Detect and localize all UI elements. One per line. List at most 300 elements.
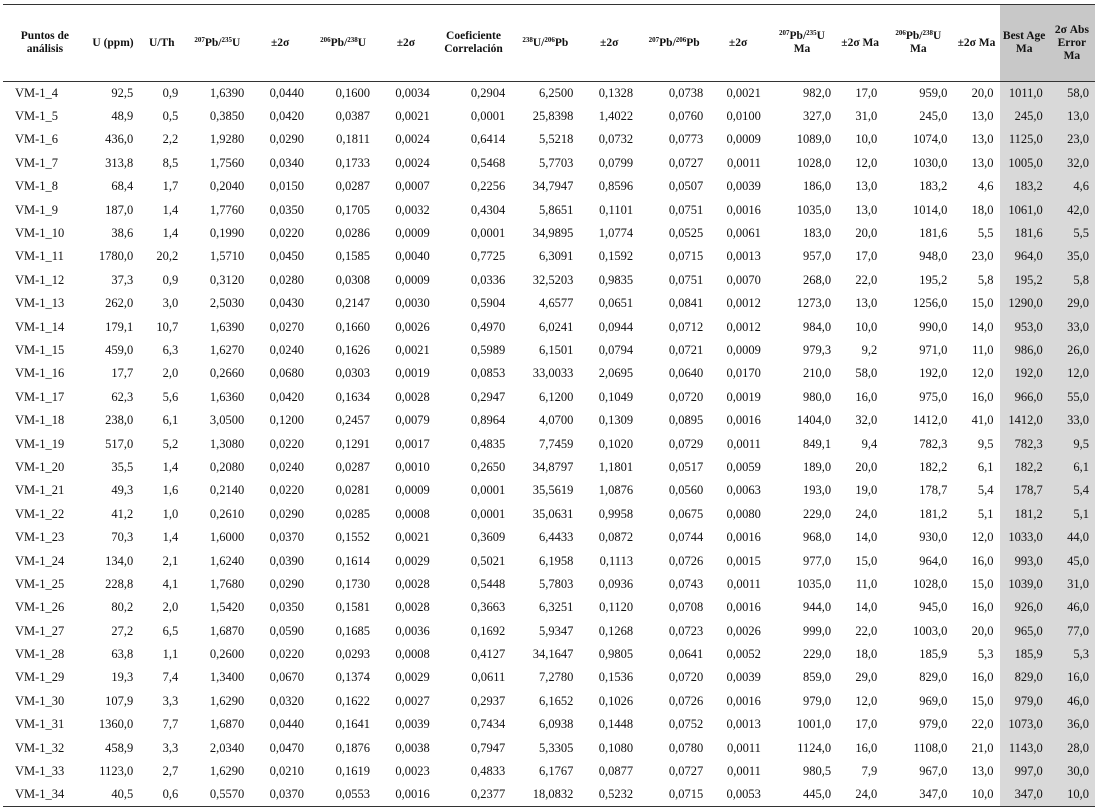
cell-punto: VM-1_16 (15, 366, 65, 381)
cell-coef-correlacion: 0,6414 (470, 132, 506, 147)
cell-err-1: 0,0320 (269, 693, 305, 708)
cell-err-3: 0,1049 (598, 389, 634, 404)
cell-coef-correlacion: 0,4127 (470, 647, 506, 662)
cell-age-206-238: 1030,0 (913, 155, 948, 170)
cell-age-207-235: 1028,0 (796, 155, 832, 170)
cell-pb206-u238: 0,0387 (335, 109, 371, 124)
header-uth-label: U/Th (148, 36, 175, 49)
cell-u238-pb206: 6,3091 (538, 249, 574, 264)
cell-err-age-207: 17,0 (855, 249, 878, 264)
cell-u238-pb206: 25,8398 (532, 109, 574, 124)
table-row (3, 152, 1095, 175)
header-coef-label: Coeficiente Correlación (444, 30, 503, 55)
cell-pb207-pb206: 0,0841 (668, 296, 704, 311)
cell-err-2: 0,0040 (395, 249, 430, 264)
cell-err-1: 0,0220 (269, 226, 305, 241)
cell-err-3: 0,9958 (598, 506, 634, 521)
cell-err-1: 0,0350 (269, 202, 305, 217)
cell-pb207-pb206: 0,0760 (668, 109, 704, 124)
cell-err-age-207: 16,0 (855, 740, 878, 755)
cell-err-3: 1,0876 (598, 483, 634, 498)
cell-punto: VM-1_4 (15, 85, 59, 100)
cell-pb207-pb206: 0,0720 (668, 670, 704, 685)
header-pb207-u235-end: U (231, 36, 241, 49)
cell-u238-pb206: 6,3251 (538, 600, 574, 615)
cell-age-207-235: 1035,0 (796, 576, 832, 591)
cell-err-3: 1,4022 (598, 109, 634, 124)
cell-u-ppm: 436,0 (105, 132, 134, 147)
cell-err-age-206: 5,3 (977, 647, 994, 662)
cell-err-1: 0,0370 (269, 530, 305, 545)
cell-age-206-238: 1256,0 (913, 296, 948, 311)
cell-age-206-238: 829,0 (919, 670, 948, 685)
cell-err-2: 0,0028 (395, 389, 430, 404)
cell-best-age: 997,0 (1000, 760, 1049, 783)
cell-punto: VM-1_17 (15, 389, 65, 404)
cell-err-age-207: 19,0 (855, 483, 878, 498)
cell-u238-pb206: 7,2780 (538, 670, 574, 685)
cell-err-age-206: 16,0 (971, 389, 994, 404)
cell-err-age-207: 20,0 (855, 226, 878, 241)
cell-age-207-235: 968,0 (802, 530, 832, 545)
cell-err-3: 0,0872 (598, 530, 634, 545)
cell-pb207-u235: 1,3400 (209, 670, 245, 685)
cell-coef-correlacion: 0,4835 (470, 436, 506, 451)
cell-err-4: 0,0016 (726, 530, 761, 545)
cell-err-age-206: 22,0 (971, 717, 994, 732)
table-body (3, 82, 1095, 807)
cell-pb207-u235: 2,0340 (209, 740, 245, 755)
cell-u238-pb206: 18,0832 (511, 783, 579, 806)
cell-best-age: 1061,0 (1000, 198, 1049, 221)
cell-coef-correlacion: 0,4304 (470, 202, 506, 217)
cell-err-2: 0,0021 (395, 530, 430, 545)
header-pb206-u238-sup2: 238 (347, 35, 358, 44)
cell-u-ppm: 27,2 (111, 623, 134, 638)
cell-coef-correlacion: 0,0001 (470, 109, 506, 124)
table-row (3, 315, 1095, 338)
cell-err-4: 0,0080 (726, 506, 761, 521)
cell-age-206-238: 990,0 (919, 319, 948, 334)
cell-age-206-238: 182,2 (919, 459, 948, 474)
cell-pb207-u235: 0,3850 (209, 109, 245, 124)
table-row (3, 128, 1095, 151)
cell-abs-error: 46,0 (1049, 596, 1095, 619)
cell-abs-error: 26,0 (1049, 339, 1095, 362)
cell-err-2: 0,0027 (395, 693, 430, 708)
cell-u-th: 1,4 (162, 459, 179, 474)
cell-u-th: 2,2 (162, 132, 179, 147)
cell-coef-correlacion: 0,0001 (470, 226, 506, 241)
cell-err-4: 0,0011 (726, 764, 761, 779)
cell-punto: VM-1_12 (15, 272, 65, 287)
cell-err-2: 0,0024 (395, 132, 430, 147)
cell-u-ppm: 1780,0 (98, 249, 134, 264)
cell-err-1: 0,0430 (269, 296, 305, 311)
header-age207 (767, 5, 837, 82)
cell-best-age: 1290,0 (1000, 292, 1049, 315)
cell-abs-error: 46,0 (1049, 690, 1095, 713)
cell-abs-error: 28,0 (1049, 736, 1095, 759)
cell-err-2: 0,0009 (395, 272, 430, 287)
cell-pb206-u238: 0,0286 (335, 226, 371, 241)
cell-pb206-u238: 0,1685 (335, 623, 371, 638)
cell-pb207-u235: 1,7560 (209, 155, 245, 170)
cell-err-2: 0,0010 (395, 459, 430, 474)
cell-coef-correlacion: 0,2650 (470, 459, 506, 474)
cell-coef-correlacion: 0,0001 (470, 483, 506, 498)
cell-age-207-235: 980,0 (802, 389, 832, 404)
cell-err-age-206: 21,0 (971, 740, 994, 755)
header-u-label: U (ppm) (92, 36, 134, 49)
cell-best-age: 829,0 (1000, 666, 1049, 689)
cell-err-age-207: 15,0 (855, 553, 878, 568)
cell-err-age-207: 12,0 (855, 693, 878, 708)
cell-coef-correlacion: 0,8964 (470, 413, 506, 428)
cell-pb206-u238: 0,1374 (335, 670, 371, 685)
cell-coef-correlacion: 0,1692 (470, 623, 506, 638)
cell-u-th: 8,5 (162, 155, 179, 170)
cell-coef-correlacion: 0,7434 (470, 717, 506, 732)
cell-age-207-235: 327,0 (802, 109, 832, 124)
cell-age-206-238: 1074,0 (913, 132, 948, 147)
cell-u-ppm: 68,4 (111, 179, 134, 194)
cell-err-3: 0,0877 (598, 764, 634, 779)
cell-best-age: 347,0 (1000, 783, 1049, 806)
table-row (3, 690, 1095, 713)
header-age207-sup2: 235 (806, 29, 817, 37)
cell-err-age-207: 10,0 (855, 132, 878, 147)
cell-pb206-u238: 0,0293 (335, 647, 371, 662)
cell-err-1: 0,0670 (269, 670, 305, 685)
cell-age-207-235: 193,0 (802, 483, 832, 498)
cell-abs-error: 5,5 (1049, 222, 1095, 245)
cell-err-age-206: 16,0 (971, 600, 994, 615)
header-age206 (883, 5, 953, 82)
cell-age-207-235: 1001,0 (796, 717, 832, 732)
cell-age-207-235: 979,3 (802, 342, 832, 357)
cell-age-206-238: 181,6 (919, 226, 948, 241)
cell-err-1: 0,0150 (269, 179, 305, 194)
cell-err-3: 0,1080 (598, 740, 634, 755)
cell-age-206-238: 1003,0 (913, 623, 948, 638)
cell-err-4: 0,0011 (726, 740, 761, 755)
cell-u238-pb206: 6,1652 (538, 693, 574, 708)
cell-u-th: 1,0 (162, 506, 179, 521)
cell-err-3: 0,0794 (598, 342, 634, 357)
cell-err-age-206: 4,6 (977, 179, 994, 194)
cell-pb207-pb206: 0,0675 (668, 506, 704, 521)
cell-pb207-u235: 1,6240 (209, 553, 245, 568)
cell-pb207-pb206: 0,0726 (668, 693, 704, 708)
cell-err-3: 0,1536 (598, 670, 634, 685)
cell-u238-pb206: 4,0700 (538, 413, 574, 428)
cell-pb206-u238: 0,2147 (335, 296, 371, 311)
cell-err-4: 0,0100 (726, 109, 761, 124)
cell-abs-error: 36,0 (1049, 713, 1095, 736)
header-pb207-pb206 (639, 5, 709, 82)
cell-age-207-235: 1089,0 (796, 132, 832, 147)
cell-err-3: 0,1268 (598, 623, 634, 638)
cell-u238-pb206: 6,1958 (538, 553, 574, 568)
cell-abs-error: 35,0 (1049, 245, 1095, 268)
cell-err-4: 0,0013 (726, 717, 761, 732)
cell-err-1: 0,0370 (250, 783, 310, 806)
cell-err-2: 0,0034 (395, 85, 430, 100)
cell-err-2: 0,0024 (395, 155, 430, 170)
header-err5-label: ±2σ Ma (841, 36, 880, 49)
cell-best-age: 926,0 (1000, 596, 1049, 619)
cell-u238-pb206: 5,3305 (538, 740, 574, 755)
cell-coef-correlacion: 0,4970 (470, 319, 506, 334)
header-age206-sup1: 206 (895, 29, 906, 37)
cell-u-ppm: 1123,0 (99, 764, 134, 779)
cell-err-4: 0,0016 (726, 413, 761, 428)
cell-err-1: 0,0420 (269, 389, 305, 404)
cell-pb206-u238: 0,1622 (335, 693, 371, 708)
cell-abs-error: 33,0 (1049, 315, 1095, 338)
cell-u-th: 1,4 (162, 530, 179, 545)
cell-abs-error: 6,1 (1049, 456, 1095, 479)
cell-err-age-206: 9,5 (977, 436, 994, 451)
cell-best-age: 965,0 (1000, 619, 1049, 642)
cell-punto: VM-1_9 (15, 202, 59, 217)
cell-punto: VM-1_27 (15, 623, 65, 638)
cell-u-th: 1,1 (162, 647, 179, 662)
cell-err-3: 0,0651 (598, 296, 634, 311)
cell-pb206-u238: 0,1626 (335, 342, 371, 357)
cell-err-1: 0,0420 (269, 109, 305, 124)
cell-abs-error: 30,0 (1049, 760, 1095, 783)
cell-age-206-238: 1014,0 (913, 202, 948, 217)
table-row (3, 479, 1095, 502)
cell-u-ppm: 107,9 (105, 693, 134, 708)
cell-err-age-207: 29,0 (855, 670, 878, 685)
cell-age-207-235: 957,0 (802, 249, 832, 264)
cell-best-age: 1033,0 (1000, 526, 1049, 549)
cell-punto: VM-1_8 (15, 179, 59, 194)
cell-err-4: 0,0016 (726, 693, 761, 708)
cell-u238-pb206: 34,9895 (532, 226, 574, 241)
cell-err-4: 0,0011 (726, 576, 761, 591)
header-row (3, 5, 1095, 82)
cell-u238-pb206: 35,5619 (532, 483, 574, 498)
cell-abs-error: 77,0 (1049, 619, 1095, 642)
cell-pb207-u235: 0,2600 (209, 647, 245, 662)
cell-err-age-206: 14,0 (971, 319, 994, 334)
cell-punto: VM-1_33 (15, 764, 65, 779)
cell-err-age-206: 23,0 (971, 249, 994, 264)
cell-age-206-238: 347,0 (883, 783, 953, 806)
cell-err-4: 0,0013 (726, 249, 761, 264)
cell-u-ppm: 459,0 (105, 342, 134, 357)
cell-u-ppm: 62,3 (111, 389, 134, 404)
cell-u-th: 7,7 (162, 717, 179, 732)
table-row (3, 549, 1095, 572)
cell-abs-error: 5,4 (1049, 479, 1095, 502)
table-row (3, 222, 1095, 245)
cell-err-age-206: 10,0 (953, 783, 999, 806)
cell-pb206-u238: 0,1876 (335, 740, 371, 755)
cell-u238-pb206: 34,1647 (532, 647, 574, 662)
cell-err-3: 0,1448 (598, 717, 634, 732)
cell-err-3: 2,0695 (598, 366, 634, 381)
cell-pb206-u238: 0,1641 (335, 717, 371, 732)
cell-err-age-206: 15,0 (971, 576, 994, 591)
cell-u-ppm: 238,0 (105, 413, 134, 428)
cell-best-age: 993,0 (1000, 549, 1049, 572)
cell-u238-pb206: 34,8797 (532, 459, 574, 474)
cell-coef-correlacion: 0,5904 (470, 296, 506, 311)
table-row (3, 292, 1095, 315)
cell-u-ppm: 262,0 (105, 296, 134, 311)
cell-err-3: 0,8596 (598, 179, 634, 194)
header-err6 (953, 5, 999, 82)
cell-best-age: 986,0 (1000, 339, 1049, 362)
cell-u-ppm: 187,0 (105, 202, 134, 217)
cell-err-age-206: 6,1 (977, 459, 994, 474)
cell-age-207-235: 849,1 (802, 436, 832, 451)
cell-u-ppm: 179,1 (105, 319, 134, 334)
cell-best-age: 181,2 (1000, 503, 1049, 526)
cell-u-th: 2,7 (162, 764, 179, 779)
cell-err-2: 0,0028 (395, 576, 430, 591)
cell-err-2: 0,0019 (395, 366, 430, 381)
cell-err-age-206: 11,0 (972, 342, 994, 357)
header-pb206-u238-sup1: 206 (320, 35, 331, 44)
cell-pb207-u235: 1,6870 (209, 623, 245, 638)
header-u238-pb206-mid: U/ (532, 36, 545, 49)
cell-best-age: 953,0 (1000, 315, 1049, 338)
cell-age-206-238: 948,0 (919, 249, 948, 264)
cell-u-ppm: 1360,0 (98, 717, 134, 732)
cell-err-age-207: 11,0 (855, 576, 878, 591)
cell-age-207-235: 859,0 (802, 670, 832, 685)
cell-err-age-207: 22,0 (855, 623, 878, 638)
cell-err-4: 0,0016 (726, 202, 761, 217)
cell-err-age-206: 20,0 (971, 623, 994, 638)
cell-err-4: 0,0063 (726, 483, 761, 498)
cell-pb207-pb206: 0,0895 (668, 413, 704, 428)
cell-pb207-u235: 1,5710 (209, 249, 245, 264)
cell-err-age-207: 9,4 (861, 436, 878, 451)
cell-best-age: 195,2 (1000, 269, 1049, 292)
cell-best-age: 182,2 (1000, 456, 1049, 479)
cell-abs-error: 45,0 (1049, 549, 1095, 572)
cell-err-age-206: 20,0 (971, 85, 994, 100)
cell-pb206-u238: 0,1291 (335, 436, 371, 451)
cell-err-age-207: 58,0 (855, 366, 878, 381)
cell-coef-correlacion: 0,4833 (470, 764, 506, 779)
cell-err-4: 0,0011 (726, 155, 761, 170)
cell-err-2: 0,0032 (395, 202, 430, 217)
cell-u238-pb206: 6,0241 (538, 319, 574, 334)
cell-coef-correlacion: 0,2377 (436, 783, 511, 806)
cell-err-2: 0,0039 (395, 717, 430, 732)
cell-punto: VM-1_24 (15, 553, 65, 568)
cell-u-ppm: 19,3 (111, 670, 134, 685)
table-row (3, 573, 1095, 596)
header-u238-pb206-sup2: 206 (544, 35, 555, 44)
cell-abs-error: 12,0 (1049, 362, 1095, 385)
cell-err-age-206: 5,1 (977, 506, 994, 521)
cell-age-206-238: 969,0 (919, 693, 948, 708)
cell-err-4: 0,0061 (726, 226, 761, 241)
header-pb207-pb206-sup2: 206 (675, 35, 687, 44)
cell-u-th: 3,0 (162, 296, 179, 311)
cell-u238-pb206: 33,0033 (532, 366, 574, 381)
cell-u-ppm: 48,9 (111, 109, 134, 124)
cell-err-age-206: 41,0 (971, 413, 994, 428)
cell-abs-error: 5,8 (1049, 269, 1095, 292)
cell-age-207-235: 189,0 (802, 459, 832, 474)
cell-punto: VM-1_26 (15, 600, 65, 615)
cell-pb207-pb206: 0,0720 (668, 389, 704, 404)
header-err6-label: ±2σ Ma (957, 36, 996, 49)
cell-err-4: 0,0019 (726, 389, 761, 404)
table-row (3, 82, 1095, 105)
cell-age-206-238: 959,0 (919, 85, 948, 100)
cell-age-206-238: 195,2 (919, 272, 948, 287)
cell-err-4: 0,0039 (726, 670, 761, 685)
cell-age-207-235: 1035,0 (796, 202, 832, 217)
table-row (3, 619, 1095, 642)
cell-punto: VM-1_11 (15, 249, 64, 264)
cell-pb207-u235: 1,5420 (209, 600, 245, 615)
cell-punto: VM-1_30 (15, 693, 65, 708)
cell-err-1: 0,0440 (269, 717, 305, 732)
header-abs-error (1049, 5, 1095, 82)
cell-err-1: 0,0680 (269, 366, 305, 381)
cell-coef-correlacion: 0,5448 (470, 576, 506, 591)
header-age207-end: U (816, 30, 825, 42)
cell-age-206-238: 1412,0 (913, 413, 948, 428)
cell-best-age: 782,3 (1000, 432, 1049, 455)
cell-u-ppm: 40,5 (87, 783, 139, 806)
cell-punto: VM-1_14 (15, 319, 65, 334)
cell-err-3: 0,0944 (598, 319, 634, 334)
header-pb207-u235-mid: Pb/ (204, 36, 222, 49)
cell-pb207-u235: 3,0500 (209, 413, 245, 428)
cell-err-4: 0,0015 (726, 553, 761, 568)
cell-err-3: 0,1026 (598, 693, 634, 708)
cell-age-207-235: 944,0 (802, 600, 832, 615)
cell-age-206-238: 1028,0 (913, 576, 948, 591)
cell-pb207-pb206: 0,0723 (668, 623, 704, 638)
cell-err-3: 0,9835 (598, 272, 634, 287)
cell-err-age-206: 15,0 (971, 296, 994, 311)
header-pb207-u235-sup1: 207 (194, 35, 205, 44)
cell-pb207-pb206: 0,0727 (668, 764, 704, 779)
cell-age-206-238: 185,9 (919, 647, 948, 662)
cell-err-3: 0,0732 (598, 132, 634, 147)
cell-age-207-235: 268,0 (802, 272, 832, 287)
cell-pb206-u238: 0,2457 (335, 413, 371, 428)
cell-err-2: 0,0030 (395, 296, 430, 311)
cell-err-3: 1,1801 (598, 459, 634, 474)
header-age206-unit: Ma (910, 43, 927, 55)
cell-err-age-207: 13,0 (855, 179, 878, 194)
cell-err-3: 0,1592 (598, 249, 634, 264)
table-row (3, 362, 1095, 385)
cell-err-1: 0,0290 (269, 506, 305, 521)
cell-age-206-238: 245,0 (919, 109, 948, 124)
cell-pb207-u235: 0,3120 (209, 272, 245, 287)
cell-age-207-235: 445,0 (767, 783, 837, 806)
cell-punto: VM-1_34 (3, 783, 87, 806)
cell-abs-error: 33,0 (1049, 409, 1095, 432)
cell-pb206-u238: 0,1660 (335, 319, 371, 334)
